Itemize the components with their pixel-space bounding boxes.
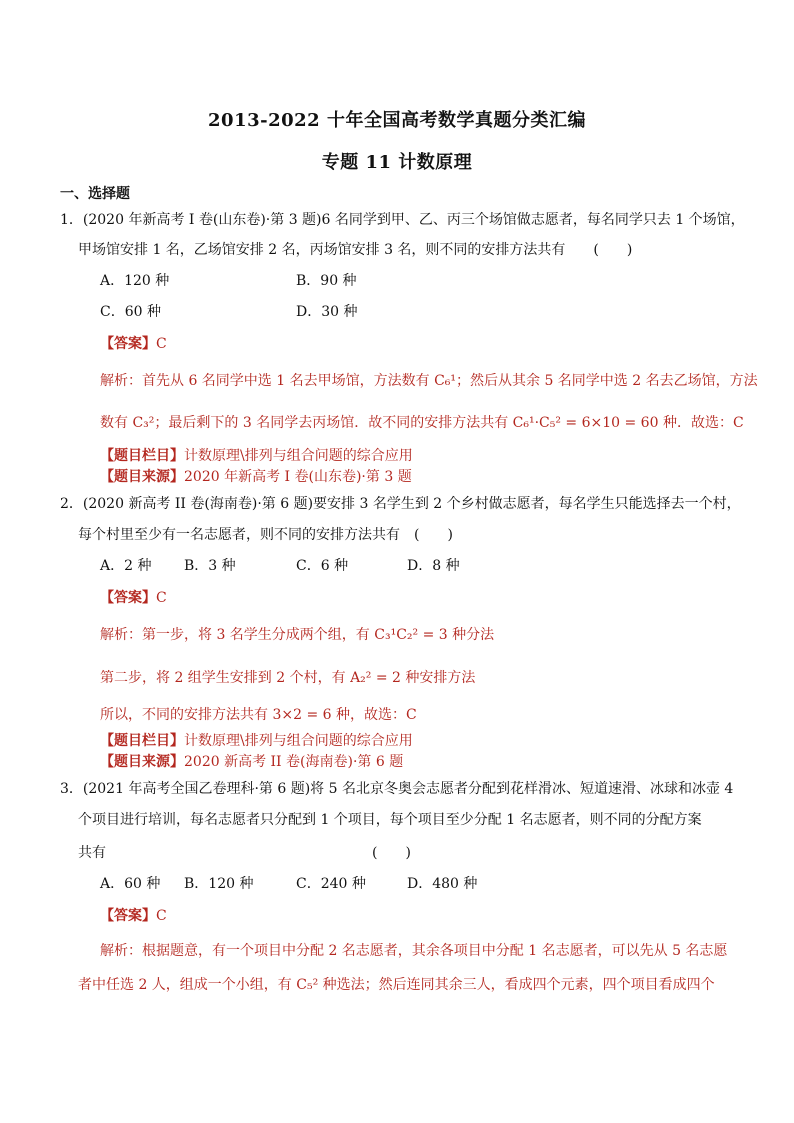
q1-explanation-line-2: 数有 C₃²；最后剩下的 3 名同学去丙场馆．故不同的安排方法共有 C₆¹·C₅² = 6×10 = 60 种．故选：C (100, 415, 744, 431)
q3-option-c: C．240 种 (296, 876, 366, 892)
q3-answer-value: C (156, 908, 167, 924)
q2-stem-line-1: 2．(2020 新高考 II 卷(海南卷)·第 6 题)要安排 3 名学生到 2 个乡村做志愿者，每名学生只能选择去一个村， (60, 496, 741, 512)
q3-explanation-line-2: 者中任选 2 人，组成一个小组，有 C₅² 种选法；然后连同其余三人，看成四个元素，四个项目看成四个 (78, 977, 715, 993)
q2-source-value: 2020 新高考 II 卷(海南卷)·第 6 题 (184, 754, 404, 770)
q2-explanation-line-3: 所以，不同的安排方法共有 3×2 = 6 种，故选：C (100, 707, 417, 723)
q2-answer-value: C (156, 590, 167, 606)
q3-answer (100, 906, 167, 926)
q2-column (100, 731, 413, 751)
q3-option-b: B．120 种 (184, 876, 254, 892)
q2-option-b: B．3 种 (184, 558, 236, 574)
q1-option-a: A．120 种 (100, 273, 170, 289)
q1-option-b: B．90 种 (296, 273, 357, 289)
q2-option-a: A．2 种 (100, 558, 152, 574)
q3-answer-tag: 【答案】 (100, 908, 156, 924)
document-title: 2013-2022 十年全国高考数学真题分类汇编 (208, 110, 586, 131)
document-subtitle: 专题 11 计数原理 (321, 152, 473, 173)
q1-answer (100, 334, 167, 354)
q1-option-c: C．60 种 (100, 304, 161, 320)
q1-column-tag: 【题目栏目】 (100, 448, 184, 464)
q3-stem-line-1: 3．(2021 年高考全国乙卷理科·第 6 题)将 5 名北京冬奥会志愿者分配到花样滑冰、短道速滑、冰球和冰壶 4 (60, 781, 734, 797)
q1-answer-value: C (156, 336, 167, 352)
q1-source-tag: 【题目来源】 (100, 469, 184, 485)
q1-stem-line-2: 甲场馆安排 1 名，乙场馆安排 2 名，丙场馆安排 3 名，则不同的安排方法共有 ( ) (78, 242, 633, 258)
q2-source (100, 752, 403, 772)
q3-option-d: D．480 种 (407, 876, 478, 892)
q1-source (100, 467, 412, 487)
q1-explanation-line-1: 解析：首先从 6 名同学中选 1 名去甲场馆，方法数有 C₆¹；然后从其余 5 名同学中选 2 名去乙场馆，方法 (100, 373, 758, 389)
q2-column-tag: 【题目栏目】 (100, 733, 184, 749)
section-heading: 一、选择题 (60, 186, 130, 202)
q2-explanation-line-2: 第二步，将 2 组学生安排到 2 个村，有 A₂² = 2 种安排方法 (100, 670, 476, 686)
q1-stem-line-1: 1．(2020 年新高考 I 卷(山东卷)·第 3 题)6 名同学到甲、乙、丙三个场馆做志愿者，每名同学只去 1 个场馆， (60, 212, 745, 228)
q1-option-d: D．30 种 (296, 304, 358, 320)
q2-option-d: D．8 种 (407, 558, 460, 574)
q1-column-value: 计数原理\排列与组合问题的综合应用 (184, 448, 413, 464)
q3-stem-line-2: 个项目进行培训，每名志愿者只分配到 1 个项目，每个项目至少分配 1 名志愿者，则不同的分配方案 (78, 812, 702, 828)
q2-explanation-line-1: 解析：第一步，将 3 名学生分成两个组，有 C₃¹C₂² = 3 种分法 (100, 627, 495, 643)
q2-answer (100, 588, 167, 608)
q2-column-value: 计数原理\排列与组合问题的综合应用 (184, 733, 413, 749)
q1-source-value: 2020 年新高考 I 卷(山东卷)·第 3 题 (184, 469, 412, 485)
q3-option-a: A．60 种 (100, 876, 161, 892)
q2-answer-tag: 【答案】 (100, 590, 156, 606)
q1-column (100, 446, 413, 466)
q2-source-tag: 【题目来源】 (100, 754, 184, 770)
q2-option-c: C．6 种 (296, 558, 349, 574)
q1-answer-tag: 【答案】 (100, 336, 156, 352)
q3-explanation-line-1: 解析：根据题意，有一个项目中分配 2 名志愿者，其余各项目中分配 1 名志愿者，可以先从 5 名志愿 (100, 943, 728, 959)
q2-stem-line-2: 每个村里至少有一名志愿者，则不同的安排方法共有 ( ) (78, 527, 453, 543)
q3-stem-line-3: 共有 ( ) (78, 845, 411, 861)
